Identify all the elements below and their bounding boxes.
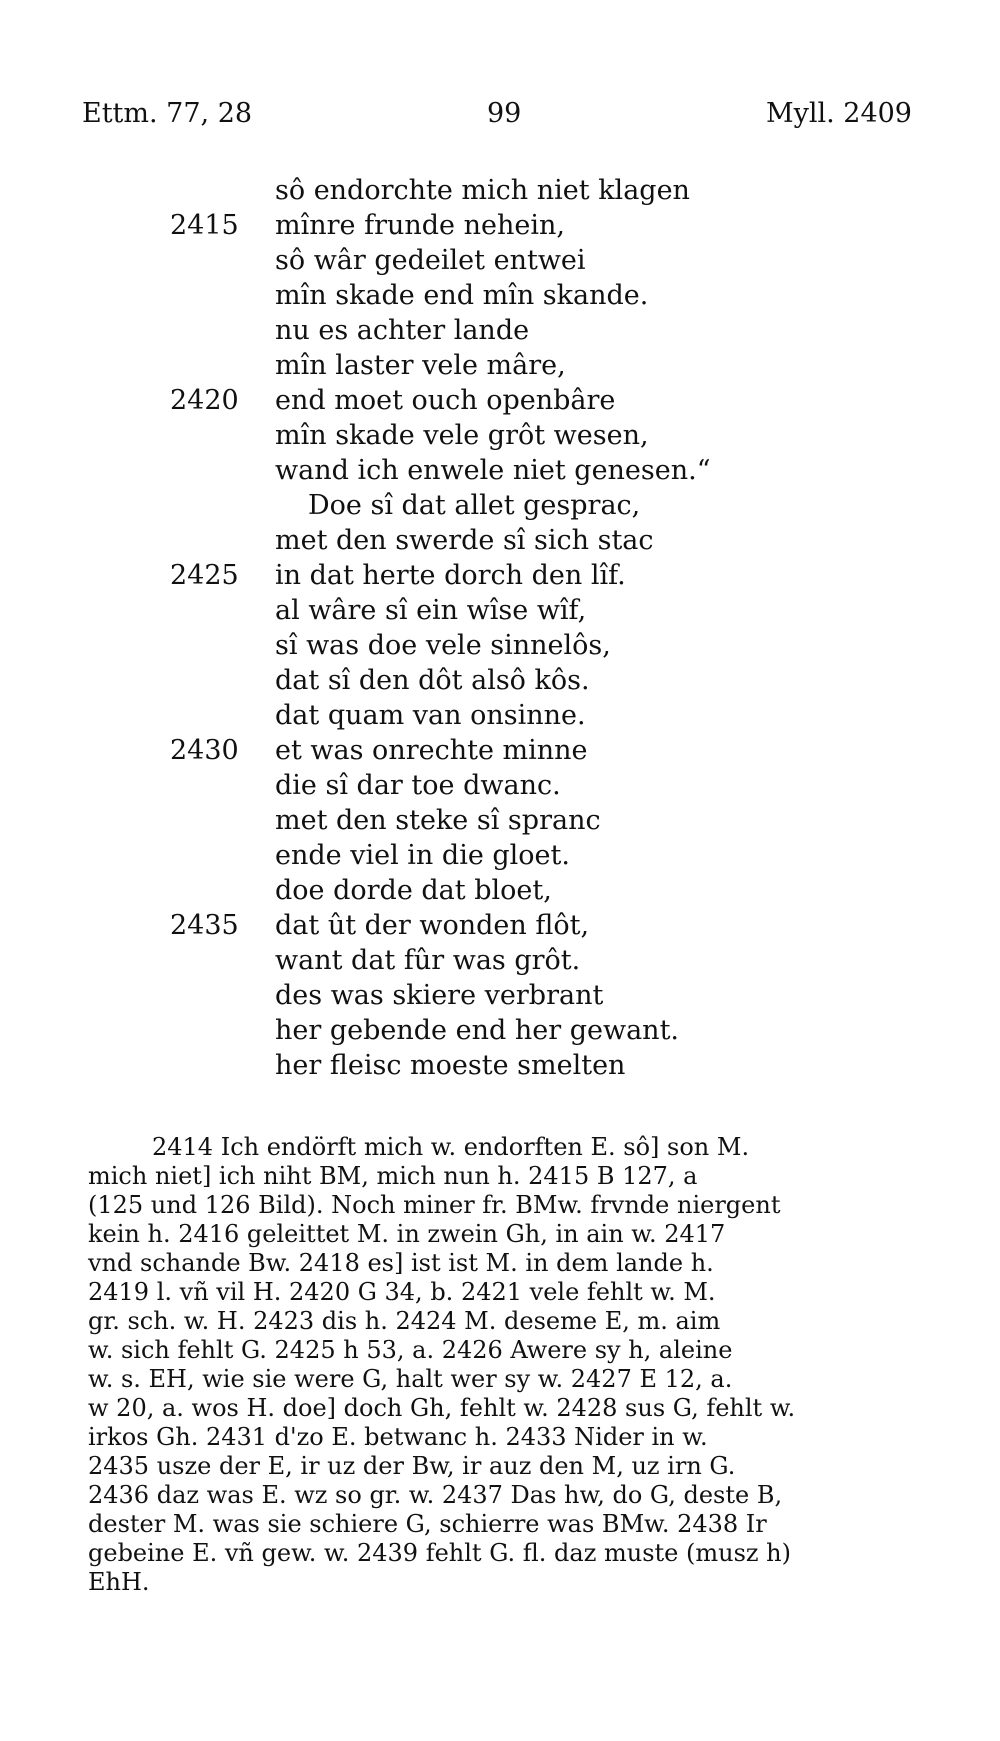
verse-line <box>0 803 1000 838</box>
verse-line <box>0 523 1000 558</box>
verse-line <box>0 173 1000 208</box>
verse-line <box>0 1048 1000 1083</box>
verse-line <box>0 453 1000 488</box>
running-header <box>82 98 912 138</box>
verse-text-line: des was skiere verbrant <box>275 980 604 1011</box>
critical-apparatus <box>88 1133 921 1597</box>
apparatus-line: dester M. was sie schiere G, schierre was BMw. 2438 Ir <box>88 1510 767 1538</box>
apparatus-line: w 20, a. wos H. doe] doch Gh, fehlt w. 2428 sus G, fehlt w. <box>88 1394 796 1422</box>
verse-line <box>0 418 1000 453</box>
verse-text-line: Doe sî dat allet gesprac, <box>308 490 641 521</box>
verse-number: 2420 <box>170 385 239 416</box>
verse-text-line: sô endorchte mich niet klagen <box>275 175 690 206</box>
verse-text-line: ende viel in die gloet. <box>275 840 570 871</box>
apparatus-line: gr. sch. w. H. 2423 dis h. 2424 M. deseme E, m. aim <box>88 1307 721 1335</box>
verse-line <box>0 663 1000 698</box>
header-left-reference: Ettm. 77, 28 <box>82 98 253 129</box>
verse-line <box>0 558 1000 593</box>
apparatus-line: w. s. EH, wie sie were G, halt wer sy w. 2427 E 12, a. <box>88 1365 733 1393</box>
verse-text-line: dat quam van onsinne. <box>275 700 586 731</box>
verse-number: 2415 <box>170 210 239 241</box>
verse-text-line: al wâre sî ein wîse wîf, <box>275 595 587 626</box>
apparatus-line: irkos Gh. 2431 d'zo E. betwanc h. 2433 Nider in w. <box>88 1423 708 1451</box>
verse-line <box>0 1013 1000 1048</box>
apparatus-line: w. sich fehlt G. 2425 h 53, a. 2426 Awere sy h, aleine <box>88 1336 733 1364</box>
verse-line <box>0 278 1000 313</box>
verse-line <box>0 908 1000 943</box>
verse-text <box>0 173 1000 1083</box>
header-right-reference: Myll. 2409 <box>765 98 912 129</box>
verse-line <box>0 768 1000 803</box>
verse-number: 2430 <box>170 735 239 766</box>
verse-text-line: wand ich enwele niet genesen.“ <box>275 455 711 486</box>
verse-text-line: her fleisc moeste smelten <box>275 1050 626 1081</box>
verse-text-line: nu es achter lande <box>275 315 530 346</box>
verse-line <box>0 873 1000 908</box>
verse-line <box>0 978 1000 1013</box>
verse-text-line: mîn skade vele grôt wesen, <box>275 420 649 451</box>
apparatus-line: 2436 daz was E. wz so gr. w. 2437 Das hw, do G, deste B, <box>88 1481 783 1509</box>
verse-text-line: mînre frunde nehein, <box>275 210 565 241</box>
verse-text-line: et was onrechte minne <box>275 735 588 766</box>
verse-text-line: want dat fûr was grôt. <box>275 945 581 976</box>
verse-line <box>0 348 1000 383</box>
apparatus-line: mich niet] ich niht BM, mich nun h. 2415 B 127, a <box>88 1162 698 1190</box>
verse-line <box>0 383 1000 418</box>
page-number: 99 <box>487 98 522 129</box>
verse-text-line: met den steke sî spranc <box>275 805 601 836</box>
verse-text-line: die sî dar toe dwanc. <box>275 770 561 801</box>
apparatus-line: gebeine E. vñ gew. w. 2439 fehlt G. fl. daz muste (musz h) <box>88 1539 791 1567</box>
verse-text-line: mîn skade end mîn skande. <box>275 280 649 311</box>
verse-number: 2435 <box>170 910 239 941</box>
verse-text-line: end moet ouch openbâre <box>275 385 616 416</box>
verse-line <box>0 313 1000 348</box>
verse-number: 2425 <box>170 560 239 591</box>
verse-line <box>0 593 1000 628</box>
verse-text-line: dat ût der wonden flôt, <box>275 910 590 941</box>
verse-line <box>0 208 1000 243</box>
apparatus-line: 2414 Ich endörft mich w. endorften E. sô] son M. <box>152 1133 750 1161</box>
verse-text-line: her gebende end her gewant. <box>275 1015 679 1046</box>
verse-line <box>0 698 1000 733</box>
apparatus-line: kein h. 2416 geleittet M. in zwein Gh, in ain w. 2417 <box>88 1220 726 1248</box>
verse-line <box>0 733 1000 768</box>
verse-line <box>0 628 1000 663</box>
verse-line <box>0 943 1000 978</box>
apparatus-line: 2419 l. vñ vil H. 2420 G 34, b. 2421 vele fehlt w. M. <box>88 1278 716 1306</box>
verse-line <box>0 838 1000 873</box>
verse-line <box>0 243 1000 278</box>
apparatus-line: (125 und 126 Bild). Noch miner fr. BMw. frvnde niergent <box>88 1191 781 1219</box>
verse-text-line: doe dorde dat bloet, <box>275 875 552 906</box>
verse-text-line: met den swerde sî sich stac <box>275 525 654 556</box>
verse-line-paragraph-start <box>0 488 1000 523</box>
verse-text-line: mîn laster vele mâre, <box>275 350 566 381</box>
apparatus-line: EhH. <box>88 1568 150 1596</box>
apparatus-line: vnd schande Bw. 2418 es] ist ist M. in dem lande h. <box>88 1249 714 1277</box>
verse-text-line: sî was doe vele sinnelôs, <box>275 630 611 661</box>
verse-text-line: in dat herte dorch den lîf. <box>275 560 626 591</box>
apparatus-line: 2435 usze der E, ir uz der Bw, ir auz den M, uz irn G. <box>88 1452 736 1480</box>
verse-text-line: sô wâr gedeilet entwei <box>275 245 586 276</box>
verse-text-line: dat sî den dôt alsô kôs. <box>275 665 590 696</box>
